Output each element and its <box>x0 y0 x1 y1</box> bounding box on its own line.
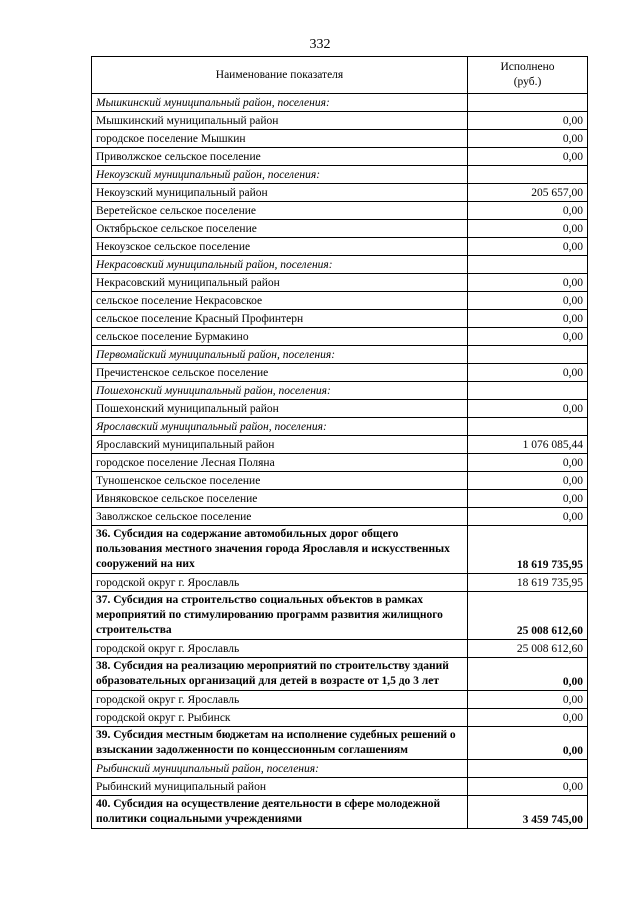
row-value: 0,00 <box>468 454 588 472</box>
row-name: Мышкинский муниципальный район <box>92 112 468 130</box>
row-name: сельское поселение Бурмакино <box>92 328 468 346</box>
table-row <box>92 574 588 592</box>
row-name: Пречистенское сельское поселение <box>92 364 468 382</box>
table-body <box>92 94 588 829</box>
table-row <box>92 778 588 796</box>
row-name: Ярославский муниципальный район <box>92 436 468 454</box>
group-row <box>92 418 588 436</box>
table-row <box>92 148 588 166</box>
table-header-row <box>92 57 588 94</box>
row-value: 0,00 <box>468 202 588 220</box>
row-value: 0,00 <box>468 292 588 310</box>
row-value: 0,00 <box>468 112 588 130</box>
table-row <box>92 238 588 256</box>
row-name: городское поселение Лесная Поляна <box>92 454 468 472</box>
row-value: 0,00 <box>468 238 588 256</box>
row-value <box>468 256 588 274</box>
row-value: 0,00 <box>468 148 588 166</box>
row-name: сельское поселение Красный Профинтерн <box>92 310 468 328</box>
row-value: 205 657,00 <box>468 184 588 202</box>
table-row <box>92 292 588 310</box>
table-row <box>92 691 588 709</box>
table-row <box>92 202 588 220</box>
table-row <box>92 364 588 382</box>
row-name: Некоузский муниципальный район, поселения: <box>92 166 468 184</box>
row-name: Пошехонский муниципальный район <box>92 400 468 418</box>
row-value: 25 008 612,60 <box>468 592 588 640</box>
row-value: 25 008 612,60 <box>468 640 588 658</box>
table-row <box>92 112 588 130</box>
row-value: 0,00 <box>468 364 588 382</box>
row-value: 0,00 <box>468 709 588 727</box>
row-value: 0,00 <box>468 472 588 490</box>
row-name: 36. Субсидия на содержание автомобильных дорог общего пользования местного значения города Ярославля и искусственных сооружений на них <box>92 526 468 574</box>
row-name: Туношенское сельское поселение <box>92 472 468 490</box>
row-name: Ивняковское сельское поселение <box>92 490 468 508</box>
subsidy-row <box>92 592 588 640</box>
table-row <box>92 328 588 346</box>
row-value: 0,00 <box>468 508 588 526</box>
row-name: Рыбинский муниципальный район, поселения: <box>92 760 468 778</box>
group-row <box>92 94 588 112</box>
row-name: Ярославский муниципальный район, поселения: <box>92 418 468 436</box>
row-value: 18 619 735,95 <box>468 574 588 592</box>
group-row <box>92 382 588 400</box>
subsidy-row <box>92 658 588 691</box>
row-name: сельское поселение Некрасовское <box>92 292 468 310</box>
table-row <box>92 274 588 292</box>
row-name: Приволжское сельское поселение <box>92 148 468 166</box>
row-name: 38. Субсидия на реализацию мероприятий по строительству зданий образовательных организаций для детей в возрасте от 1,5 до 3 лет <box>92 658 468 691</box>
row-name: городское поселение Мышкин <box>92 130 468 148</box>
row-name: Веретейское сельское поселение <box>92 202 468 220</box>
row-value: 0,00 <box>468 490 588 508</box>
row-value: 0,00 <box>468 130 588 148</box>
table-row <box>92 454 588 472</box>
table-row <box>92 220 588 238</box>
table-row <box>92 130 588 148</box>
row-name: Рыбинский муниципальный район <box>92 778 468 796</box>
row-value <box>468 94 588 112</box>
row-name: Заволжское сельское поселение <box>92 508 468 526</box>
row-value: 0,00 <box>468 658 588 691</box>
row-value: 0,00 <box>468 310 588 328</box>
row-value: 3 459 745,00 <box>468 796 588 829</box>
row-value <box>468 760 588 778</box>
budget-table <box>91 56 588 829</box>
group-row <box>92 346 588 364</box>
row-name: Первомайский муниципальный район, поселения: <box>92 346 468 364</box>
header-value-line2: (руб.) <box>513 76 542 88</box>
table-row <box>92 184 588 202</box>
table-row <box>92 640 588 658</box>
subsidy-row <box>92 727 588 760</box>
row-name: 40. Субсидия на осуществление деятельности в сфере молодежной политики социальными учреждениями <box>92 796 468 829</box>
table-row <box>92 508 588 526</box>
row-value <box>468 382 588 400</box>
table-row <box>92 310 588 328</box>
row-value: 0,00 <box>468 778 588 796</box>
table-row <box>92 400 588 418</box>
header-value-line1: Исполнено <box>500 61 555 73</box>
row-name: городской округ г. Рыбинск <box>92 709 468 727</box>
row-name: Некрасовский муниципальный район <box>92 274 468 292</box>
row-name: Некрасовский муниципальный район, поселения: <box>92 256 468 274</box>
row-name: Некоузское сельское поселение <box>92 238 468 256</box>
row-name: Октябрьское сельское поселение <box>92 220 468 238</box>
row-name: городской округ г. Ярославль <box>92 640 468 658</box>
row-value: 18 619 735,95 <box>468 526 588 574</box>
row-name: Мышкинский муниципальный район, поселения: <box>92 94 468 112</box>
header-name: Наименование показателя <box>92 57 468 94</box>
row-name: 37. Субсидия на строительство социальных объектов в рамках мероприятий по стимулированию программ развития жилищного строительства <box>92 592 468 640</box>
row-name: 39. Субсидия местным бюджетам на исполнение судебных решений о взыскании задолженности по концессионным соглашениям <box>92 727 468 760</box>
row-name: Некоузский муниципальный район <box>92 184 468 202</box>
table-row <box>92 472 588 490</box>
table-row <box>92 436 588 454</box>
group-row <box>92 760 588 778</box>
row-value: 0,00 <box>468 400 588 418</box>
row-name: городской округ г. Ярославль <box>92 574 468 592</box>
header-value <box>468 57 588 94</box>
page-number: 332 <box>309 37 331 52</box>
subsidy-row <box>92 796 588 829</box>
row-value: 0,00 <box>468 727 588 760</box>
row-value: 0,00 <box>468 274 588 292</box>
row-value: 1 076 085,44 <box>468 436 588 454</box>
row-name: городской округ г. Ярославль <box>92 691 468 709</box>
row-value: 0,00 <box>468 691 588 709</box>
row-name: Пошехонский муниципальный район, поселения: <box>92 382 468 400</box>
row-value <box>468 346 588 364</box>
group-row <box>92 166 588 184</box>
row-value <box>468 418 588 436</box>
row-value: 0,00 <box>468 328 588 346</box>
row-value: 0,00 <box>468 220 588 238</box>
subsidy-row <box>92 526 588 574</box>
group-row <box>92 256 588 274</box>
table-row <box>92 490 588 508</box>
table-row <box>92 709 588 727</box>
row-value <box>468 166 588 184</box>
